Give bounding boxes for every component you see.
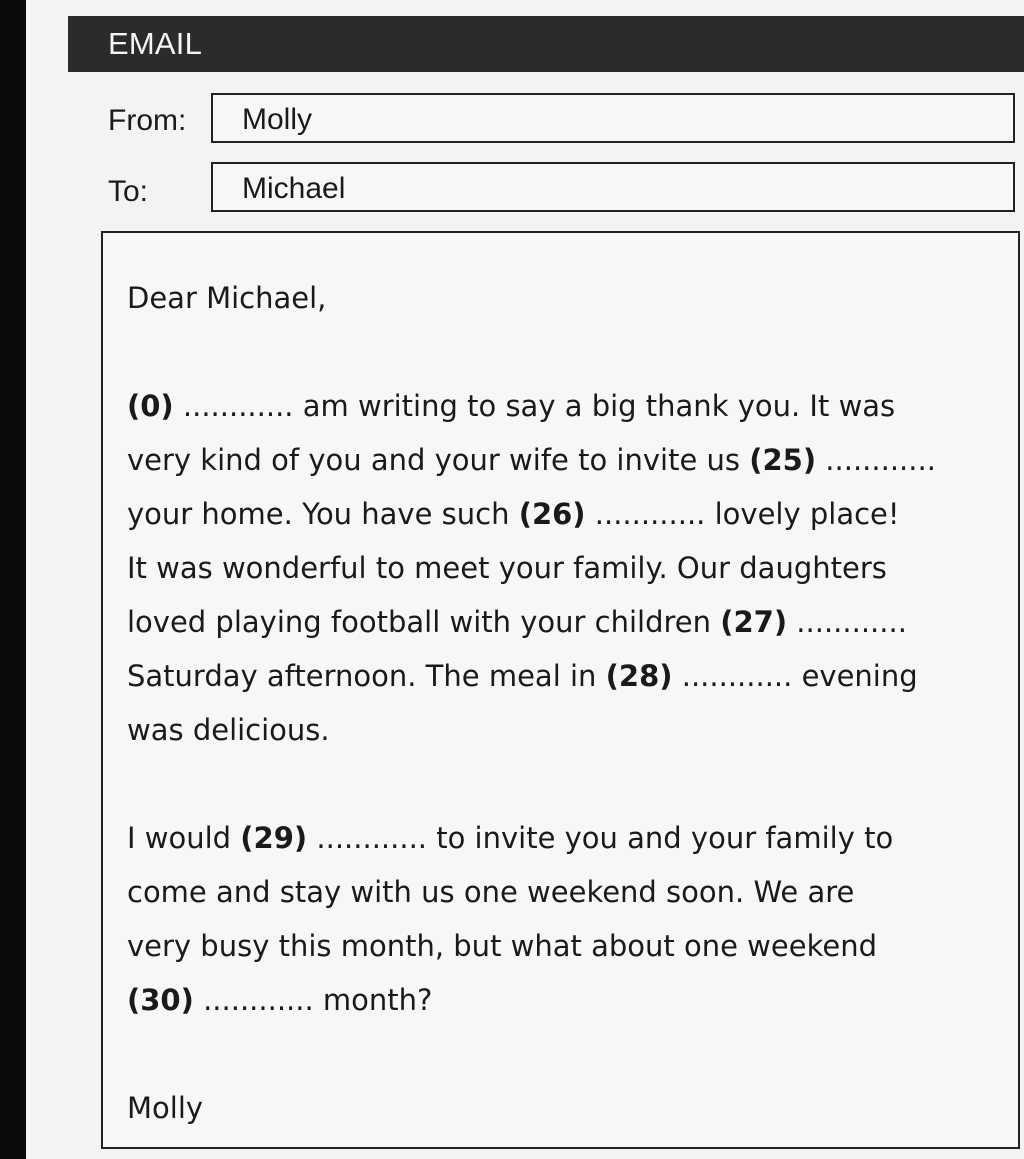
from-value: Molly [242,103,313,136]
text-segment: loved playing football with your children [127,605,721,639]
text-line [127,649,997,703]
text-segment: was delicious. [127,713,330,747]
text-segment: very kind of you and your wife to invite us [127,443,750,477]
text-line [127,541,997,595]
paragraph-2 [127,811,997,1027]
text-line [127,433,997,487]
paragraph-1 [127,379,997,757]
text-segment: ............ to invite you and your family to [307,821,894,855]
text-segment: ............ [816,443,936,477]
text-line [127,919,997,973]
text-line [127,703,997,757]
text-line [127,973,997,1027]
text-segment: It was wonderful to meet your family. Our daughters [127,551,887,585]
email-body [101,231,1020,1149]
email-title: EMAIL [108,26,203,61]
from-field [211,93,1015,143]
gap-number: (0) [127,389,174,423]
text-line [127,811,997,865]
email-body-text [127,271,997,1135]
text-segment: ............ lovely place! [585,497,900,531]
greeting: Dear Michael, [127,281,327,315]
text-line [127,379,997,433]
text-segment: Saturday afternoon. The meal in [127,659,606,693]
text-segment: ............ evening [672,659,918,693]
text-line [127,595,997,649]
text-segment: ............ [787,605,907,639]
gap-number: (25) [749,443,817,477]
to-label: To: [108,175,149,208]
gap-number: (30) [127,983,194,1017]
signoff: Molly [127,1091,204,1125]
gap-number: (26) [518,497,586,531]
gap-number: (28) [605,659,673,693]
text-segment: I would [127,821,241,855]
from-label: From: [108,104,187,137]
to-value: Michael [242,172,346,205]
text-segment: ............ am writing to say a big thank you. It was [173,389,896,423]
to-field [211,162,1015,212]
gap-number: (29) [240,821,308,855]
text-segment: ............ month? [193,983,433,1017]
text-line [127,487,997,541]
text-line [127,865,997,919]
gap-number: (27) [720,605,788,639]
text-segment: your home. You have such [127,497,519,531]
page-left-edge [0,0,26,1159]
email-header-bar [68,16,1024,72]
text-segment: come and stay with us one weekend soon. We are [127,875,855,909]
text-segment: very busy this month, but what about one weekend [127,929,877,963]
